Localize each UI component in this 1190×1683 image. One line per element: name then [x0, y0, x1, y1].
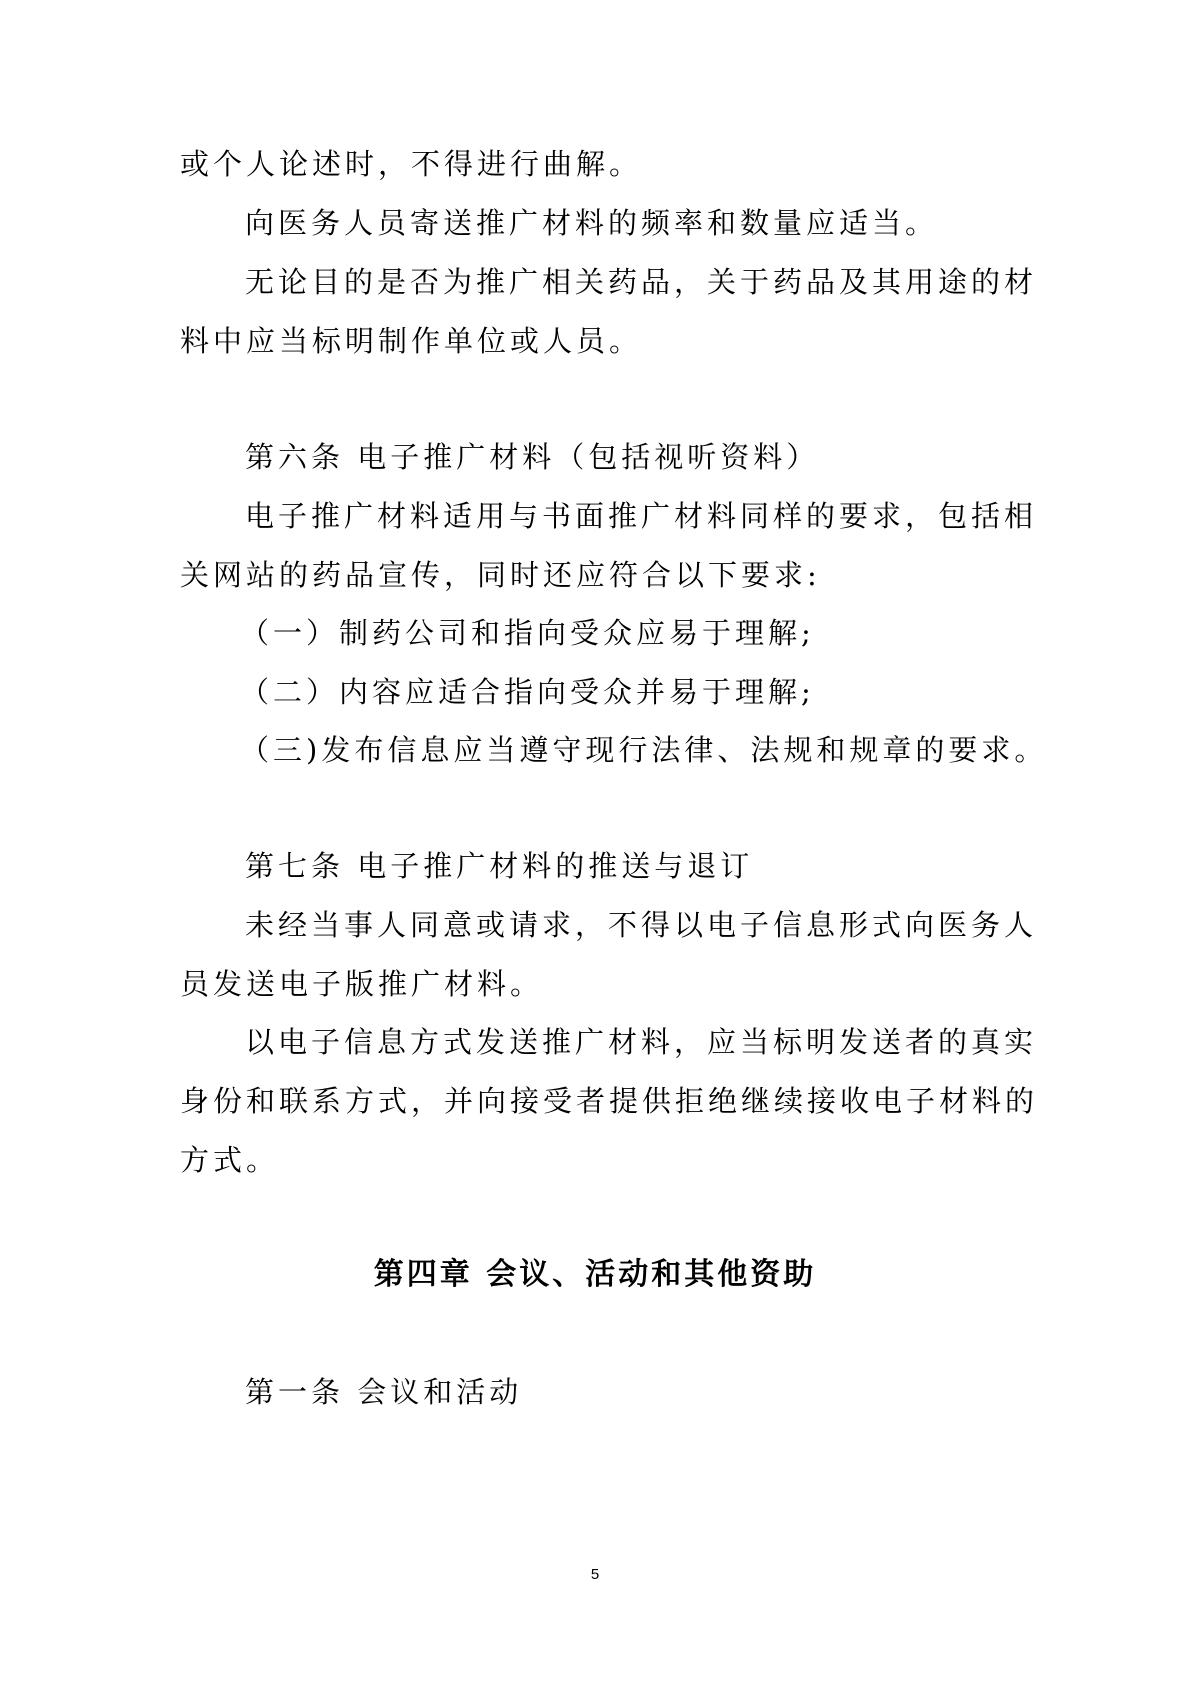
paragraph-line: 向医务人员寄送推广材料的频率和数量应适当。 [245, 206, 939, 240]
article-heading: 第七条 电子推广材料的推送与退订 [245, 849, 754, 883]
paragraph-line: 关网站的药品宣传，同时还应符合以下要求: [180, 558, 821, 592]
page-number: 5 [590, 1566, 600, 1583]
paragraph-line: 方式。 [180, 1143, 280, 1177]
list-item: （二）内容应适合指向受众并易于理解; [240, 675, 815, 709]
paragraph-line: 未经当事人同意或请求，不得以电子信息形式向医务人 [245, 908, 1038, 942]
paragraph-line: 员发送电子版推广材料。 [180, 967, 544, 1001]
article-heading: 第六条 电子推广材料（包括视听资料） [245, 440, 820, 474]
list-item: （三)发布信息应当遵守现行法律、法规和规章的要求。 [240, 733, 1048, 767]
article-heading: 第一条 会议和活动 [245, 1375, 523, 1409]
paragraph-line: 身份和联系方式，并向接受者提供拒绝继续接收电子材料的 [180, 1084, 1039, 1118]
paragraph-line: 料中应当标明制作单位或人员。 [180, 324, 643, 358]
list-item: （一）制药公司和指向受众应易于理解; [240, 616, 815, 650]
paragraph-line: 电子推广材料适用与书面推广材料同样的要求，包括相 [245, 499, 1038, 533]
paragraph-line: 无论目的是否为推广相关药品，关于药品及其用途的材 [245, 265, 1038, 299]
chapter-title: 第四章 会议、活动和其他资助 [373, 1257, 817, 1292]
paragraph-line: 以电子信息方式发送推广材料，应当标明发送者的真实 [245, 1025, 1038, 1059]
paragraph-line: 或个人论述时，不得进行曲解。 [180, 147, 643, 181]
